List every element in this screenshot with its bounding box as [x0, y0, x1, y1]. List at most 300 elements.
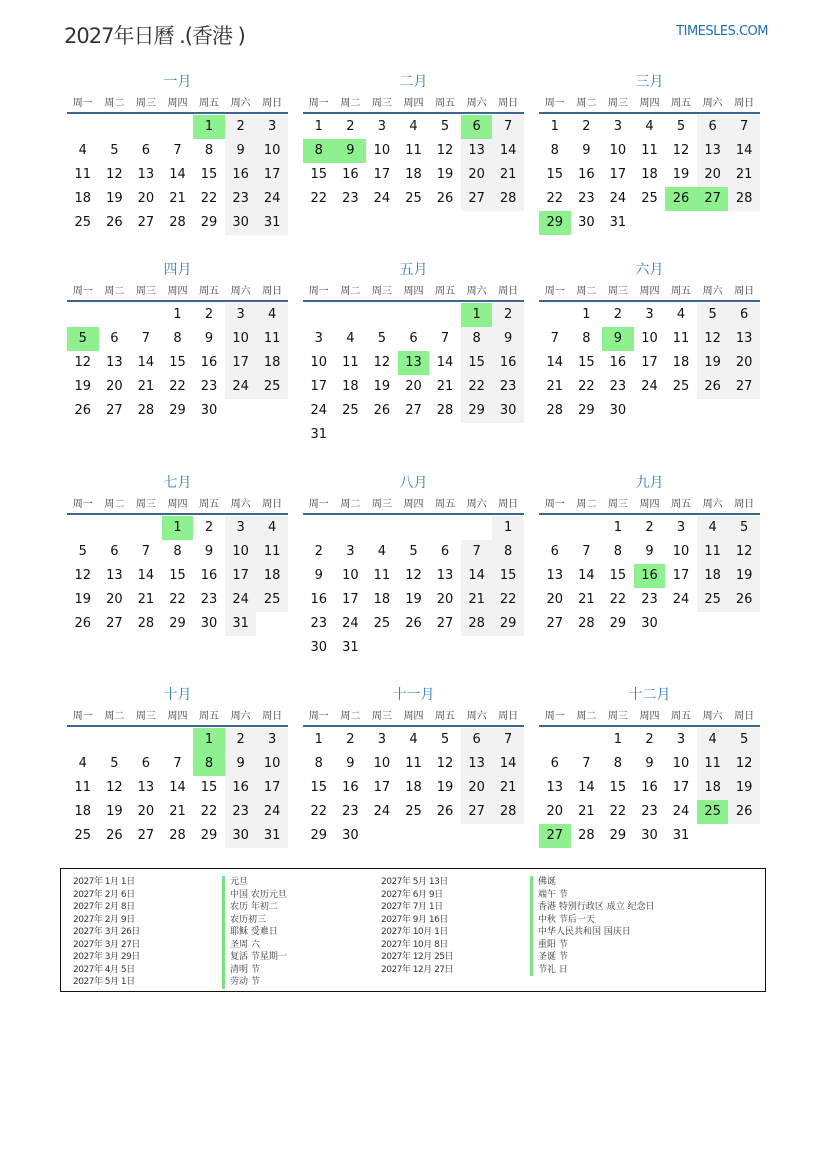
- weekday-label: 周四: [403, 286, 424, 297]
- holiday-row: [381, 889, 681, 902]
- weekday-label: 周六: [466, 499, 487, 510]
- weekday-label: 周六: [230, 98, 251, 109]
- weekday-label: 周二: [340, 711, 361, 722]
- empty-cell: [539, 303, 571, 327]
- month-block: [303, 473, 524, 660]
- day-cell: 15: [169, 568, 186, 583]
- day-grid: [539, 303, 760, 423]
- holiday-date: 2027年 3月 29日: [73, 952, 140, 962]
- day-cell: 25: [256, 375, 288, 399]
- day-cell: 9: [204, 544, 214, 559]
- holiday-name: 耶稣 受难日: [222, 926, 278, 939]
- day-cell: 17: [256, 776, 288, 800]
- day-cell: 22: [200, 191, 218, 206]
- weekday-label: 周二: [104, 711, 125, 722]
- day-cell: 11: [373, 568, 391, 583]
- day-cell: 6: [728, 303, 760, 327]
- weekday-label: 周四: [167, 286, 188, 297]
- day-cell: 10: [373, 143, 391, 158]
- weekday-label: 周六: [230, 286, 251, 297]
- day-cell: 20: [546, 804, 564, 819]
- weekday-label: 周一: [308, 499, 329, 510]
- day-cell: 12: [728, 752, 760, 776]
- day-cell: 17: [641, 355, 658, 370]
- day-cell: 6: [110, 331, 119, 346]
- day-cell: 25: [342, 403, 359, 418]
- weekday-label: 周五: [671, 286, 692, 297]
- day-cell: 21: [461, 588, 493, 612]
- day-cell: 28: [492, 800, 524, 824]
- day-cell: 11: [74, 780, 92, 795]
- day-cell: 5: [697, 303, 729, 327]
- day-grid: [539, 728, 760, 848]
- day-cell: 3: [225, 516, 257, 540]
- day-cell: 28: [137, 403, 155, 418]
- weekday-label: 周日: [734, 711, 755, 722]
- day-cell: 8: [550, 143, 559, 158]
- holiday-row: [381, 901, 681, 914]
- day-cell: 3: [377, 119, 387, 134]
- day-cell: 10: [310, 355, 328, 370]
- day-cell: 1: [314, 732, 323, 747]
- day-cell: 31: [256, 211, 288, 235]
- day-cell: 29: [200, 215, 218, 230]
- day-cell: 3: [225, 303, 257, 327]
- day-cell: 20: [106, 592, 123, 607]
- day-cell: 14: [578, 568, 595, 583]
- day-cell: 29: [609, 828, 627, 843]
- day-cell: 21: [492, 776, 524, 800]
- day-cell: 6: [550, 756, 559, 771]
- day-cell: 21: [728, 163, 760, 187]
- day-cell: 18: [256, 351, 288, 375]
- day-cell: 25: [74, 215, 92, 230]
- month-block: [539, 685, 760, 848]
- weekday-header: [303, 96, 524, 114]
- day-cell: 25: [256, 588, 288, 612]
- month-block: [539, 473, 760, 636]
- day-cell: 16: [342, 167, 359, 182]
- day-cell: 20: [461, 163, 493, 187]
- weekday-label: 周日: [498, 98, 519, 109]
- day-cell: 24: [256, 800, 288, 824]
- day-cell: 20: [436, 592, 454, 607]
- weekday-label: 周三: [135, 499, 156, 510]
- day-cell: 7: [492, 728, 524, 752]
- holiday-day-cell: 1: [461, 303, 493, 327]
- weekday-label: 周一: [544, 98, 565, 109]
- empty-cell: [398, 516, 430, 540]
- day-cell: 4: [78, 756, 87, 771]
- day-cell: 10: [672, 544, 690, 559]
- month-name: 二月: [399, 74, 428, 90]
- day-cell: 24: [310, 403, 328, 418]
- day-cell: 28: [169, 215, 186, 230]
- day-cell: 25: [405, 191, 422, 206]
- day-cell: 26: [405, 616, 422, 631]
- day-cell: 23: [225, 800, 257, 824]
- weekday-label: 周日: [262, 499, 283, 510]
- weekday-label: 周五: [435, 499, 456, 510]
- weekday-header: [539, 284, 760, 302]
- day-cell: 12: [436, 143, 454, 158]
- month-name: 十一月: [392, 687, 435, 703]
- day-cell: 15: [310, 167, 328, 182]
- holiday-day-cell: 5: [67, 327, 99, 351]
- day-cell: 2: [582, 119, 591, 134]
- day-cell: 21: [137, 592, 155, 607]
- weekday-label: 周三: [371, 286, 392, 297]
- holiday-row: [73, 901, 373, 914]
- holiday-row: [73, 889, 373, 902]
- holiday-row: [73, 876, 373, 889]
- month-block: [303, 685, 524, 848]
- day-cell: 21: [578, 804, 595, 819]
- day-cell: 19: [74, 592, 92, 607]
- day-cell: 30: [310, 640, 328, 655]
- site-logo[interactable]: TIMESLES.COM: [676, 24, 768, 39]
- holiday-list: [60, 868, 766, 992]
- holiday-date: 2027年 12月 25日: [381, 952, 454, 962]
- holiday-date: 2027年 7月 1日: [381, 902, 443, 912]
- day-cell: 21: [169, 804, 186, 819]
- month-block: [539, 260, 760, 423]
- empty-cell: [99, 303, 131, 327]
- day-cell: 21: [578, 592, 595, 607]
- holiday-row: [381, 964, 681, 977]
- day-cell: 7: [461, 540, 493, 564]
- day-cell: 15: [200, 167, 218, 182]
- day-cell: 15: [609, 780, 627, 795]
- day-cell: 9: [582, 143, 591, 158]
- day-cell: 30: [609, 403, 627, 418]
- day-cell: 12: [697, 327, 729, 351]
- day-cell: 10: [342, 568, 359, 583]
- day-cell: 23: [492, 375, 524, 399]
- day-cell: 8: [613, 544, 623, 559]
- day-cell: 31: [609, 215, 627, 230]
- day-cell: 14: [137, 568, 155, 583]
- weekday-label: 周四: [403, 499, 424, 510]
- day-cell: 7: [173, 143, 182, 158]
- day-cell: 16: [342, 780, 359, 795]
- weekday-label: 周四: [639, 499, 660, 510]
- empty-cell: [539, 516, 571, 540]
- day-cell: 24: [225, 375, 257, 399]
- weekday-label: 周五: [199, 98, 220, 109]
- holiday-row: [73, 951, 373, 964]
- day-cell: 30: [578, 215, 595, 230]
- day-cell: 18: [74, 191, 92, 206]
- weekday-label: 周四: [403, 711, 424, 722]
- holiday-row: [73, 939, 373, 952]
- day-cell: 6: [141, 756, 151, 771]
- day-cell: 19: [436, 780, 454, 795]
- empty-cell: [366, 516, 398, 540]
- holiday-row: [381, 926, 681, 939]
- day-cell: 5: [409, 544, 418, 559]
- holiday-name: 节礼 日: [530, 964, 568, 977]
- day-cell: 4: [78, 143, 87, 158]
- weekday-label: 周日: [734, 98, 755, 109]
- day-cell: 21: [169, 191, 186, 206]
- day-cell: 24: [672, 592, 690, 607]
- day-cell: 7: [492, 115, 524, 139]
- empty-cell: [398, 303, 430, 327]
- weekday-label: 周三: [371, 499, 392, 510]
- weekday-label: 周五: [199, 286, 220, 297]
- empty-cell: [130, 115, 162, 139]
- weekday-label: 周六: [702, 711, 723, 722]
- day-cell: 11: [697, 752, 729, 776]
- day-cell: 20: [405, 379, 422, 394]
- day-cell: 13: [106, 355, 123, 370]
- month-block: [67, 473, 288, 636]
- empty-cell: [335, 303, 367, 327]
- month-name: 五月: [399, 262, 428, 278]
- holiday-day-cell: 26: [665, 187, 697, 211]
- day-cell: 10: [641, 331, 658, 346]
- empty-cell: [99, 115, 131, 139]
- day-cell: 12: [373, 355, 391, 370]
- day-cell: 12: [106, 167, 123, 182]
- day-cell: 9: [346, 756, 355, 771]
- day-cell: 9: [225, 752, 257, 776]
- day-cell: 2: [346, 732, 355, 747]
- weekday-label: 周五: [435, 98, 456, 109]
- day-cell: 3: [314, 331, 323, 346]
- month-name: 九月: [635, 475, 664, 491]
- day-cell: 28: [492, 187, 524, 211]
- day-cell: 17: [373, 167, 391, 182]
- weekday-label: 周六: [230, 711, 251, 722]
- weekday-label: 周二: [576, 499, 597, 510]
- holiday-day-cell: 1: [162, 516, 194, 540]
- day-cell: 30: [225, 211, 257, 235]
- weekday-header: [539, 497, 760, 515]
- day-cell: 6: [409, 331, 418, 346]
- day-cell: 1: [582, 307, 591, 322]
- day-cell: 18: [697, 564, 729, 588]
- day-cell: 17: [373, 780, 391, 795]
- holiday-day-cell: 8: [303, 139, 335, 163]
- day-cell: 15: [492, 564, 524, 588]
- day-cell: 11: [74, 167, 92, 182]
- day-cell: 15: [546, 167, 564, 182]
- day-cell: 17: [342, 592, 359, 607]
- weekday-header: [539, 96, 760, 114]
- day-cell: 12: [74, 568, 92, 583]
- day-cell: 29: [169, 403, 186, 418]
- day-cell: 21: [137, 379, 155, 394]
- empty-cell: [366, 303, 398, 327]
- day-cell: 27: [461, 800, 493, 824]
- holiday-date: 2027年 2月 8日: [73, 902, 135, 912]
- day-cell: 12: [106, 780, 123, 795]
- day-grid: [303, 728, 524, 848]
- holiday-name: 香港 特别行政区 成立 纪念日: [530, 901, 655, 914]
- weekday-label: 周三: [607, 499, 628, 510]
- day-cell: 29: [200, 828, 218, 843]
- weekday-label: 周一: [72, 499, 93, 510]
- day-cell: 28: [728, 187, 760, 211]
- holiday-day-cell: 6: [461, 115, 493, 139]
- day-cell: 23: [200, 379, 218, 394]
- day-cell: 7: [173, 756, 182, 771]
- weekday-label: 周二: [576, 286, 597, 297]
- holiday-name: 佛诞: [530, 876, 556, 889]
- day-cell: 6: [697, 115, 729, 139]
- day-cell: 5: [78, 544, 87, 559]
- day-cell: 6: [110, 544, 119, 559]
- day-cell: 16: [609, 355, 627, 370]
- weekday-label: 周一: [308, 286, 329, 297]
- empty-cell: [429, 303, 461, 327]
- day-cell: 24: [342, 616, 359, 631]
- day-cell: 8: [582, 331, 591, 346]
- day-cell: 22: [609, 804, 627, 819]
- day-cell: 11: [405, 143, 422, 158]
- day-cell: 2: [225, 728, 257, 752]
- day-cell: 22: [461, 375, 493, 399]
- holiday-date: 2027年 3月 27日: [73, 939, 140, 950]
- day-cell: 13: [436, 568, 454, 583]
- holiday-name: 中国 农历元旦: [222, 889, 287, 902]
- day-cell: 28: [169, 828, 186, 843]
- day-grid: [303, 115, 524, 211]
- day-cell: 23: [609, 379, 627, 394]
- day-cell: 20: [106, 379, 123, 394]
- day-cell: 27: [106, 403, 123, 418]
- empty-cell: [571, 728, 603, 752]
- holiday-date: 2027年 3月 26日: [73, 927, 140, 937]
- weekday-label: 周一: [544, 286, 565, 297]
- day-cell: 13: [546, 780, 564, 795]
- holiday-day-cell: 27: [697, 187, 729, 211]
- day-cell: 23: [641, 804, 658, 819]
- holiday-day-cell: 16: [634, 564, 666, 588]
- day-cell: 26: [106, 215, 123, 230]
- day-cell: 15: [200, 780, 218, 795]
- day-cell: 2: [645, 520, 654, 535]
- day-cell: 24: [256, 187, 288, 211]
- day-cell: 2: [346, 119, 355, 134]
- day-cell: 14: [492, 752, 524, 776]
- weekday-label: 周四: [167, 711, 188, 722]
- weekday-label: 周四: [639, 711, 660, 722]
- empty-cell: [303, 303, 335, 327]
- month-name: 四月: [163, 262, 192, 278]
- holiday-name: 端午 节: [530, 889, 568, 902]
- holiday-day-cell: 8: [193, 752, 225, 776]
- holiday-column-right: [381, 876, 681, 976]
- day-cell: 3: [676, 520, 686, 535]
- day-cell: 25: [74, 828, 92, 843]
- holiday-date: 2027年 5月 13日: [381, 877, 448, 887]
- weekday-label: 周三: [135, 98, 156, 109]
- day-cell: 9: [645, 544, 654, 559]
- day-cell: 14: [436, 355, 454, 370]
- holiday-day-cell: 9: [335, 139, 367, 163]
- weekday-label: 周三: [371, 98, 392, 109]
- holiday-day-cell: 25: [697, 800, 729, 824]
- holiday-date: 2027年 12月 27日: [381, 964, 454, 975]
- day-cell: 9: [225, 139, 257, 163]
- day-cell: 13: [546, 568, 564, 583]
- day-cell: 19: [672, 167, 690, 182]
- weekday-label: 周一: [72, 711, 93, 722]
- day-cell: 30: [225, 824, 257, 848]
- day-cell: 11: [256, 540, 288, 564]
- day-grid: [539, 516, 760, 636]
- day-cell: 26: [436, 804, 454, 819]
- day-cell: 21: [492, 163, 524, 187]
- weekday-label: 周五: [199, 711, 220, 722]
- weekday-label: 周四: [639, 98, 660, 109]
- holiday-name: 清明 节: [222, 964, 260, 977]
- holiday-day-cell: 9: [602, 327, 634, 351]
- day-cell: 1: [613, 732, 623, 747]
- day-cell: 22: [492, 588, 524, 612]
- day-cell: 4: [377, 544, 387, 559]
- day-cell: 4: [676, 307, 686, 322]
- day-cell: 3: [256, 115, 288, 139]
- page-title: 2027年日曆 .(香港 ): [64, 24, 245, 48]
- day-cell: 24: [373, 191, 391, 206]
- day-cell: 27: [546, 616, 564, 631]
- day-cell: 19: [373, 379, 391, 394]
- day-cell: 9: [492, 327, 524, 351]
- day-cell: 10: [256, 139, 288, 163]
- weekday-header: [303, 709, 524, 727]
- day-cell: 26: [74, 403, 92, 418]
- holiday-row: [381, 951, 681, 964]
- month-block: [67, 260, 288, 423]
- weekday-header: [67, 497, 288, 515]
- day-cell: 22: [578, 379, 595, 394]
- day-cell: 15: [461, 351, 493, 375]
- day-cell: 14: [492, 139, 524, 163]
- day-cell: 23: [310, 616, 328, 631]
- day-cell: 23: [342, 804, 359, 819]
- weekday-label: 周一: [72, 98, 93, 109]
- day-cell: 2: [645, 732, 654, 747]
- day-cell: 30: [492, 399, 524, 423]
- day-cell: 12: [436, 756, 454, 771]
- weekday-label: 周三: [371, 711, 392, 722]
- empty-cell: [539, 728, 571, 752]
- day-cell: 31: [672, 828, 690, 843]
- day-cell: 15: [169, 355, 186, 370]
- day-cell: 30: [641, 616, 658, 631]
- holiday-row: [73, 964, 373, 977]
- weekday-label: 周三: [607, 286, 628, 297]
- day-cell: 22: [310, 804, 328, 819]
- day-cell: 17: [225, 564, 257, 588]
- holiday-date: 2027年 5月 1日: [73, 977, 135, 987]
- day-cell: 7: [582, 756, 591, 771]
- day-cell: 22: [609, 592, 627, 607]
- day-cell: 27: [137, 215, 155, 230]
- holiday-name: 农历初三: [222, 914, 266, 927]
- day-cell: 7: [582, 544, 591, 559]
- day-cell: 29: [310, 828, 328, 843]
- day-cell: 13: [106, 568, 123, 583]
- empty-cell: [162, 728, 194, 752]
- day-cell: 26: [106, 828, 123, 843]
- day-cell: 22: [546, 191, 564, 206]
- month-block: [539, 72, 760, 235]
